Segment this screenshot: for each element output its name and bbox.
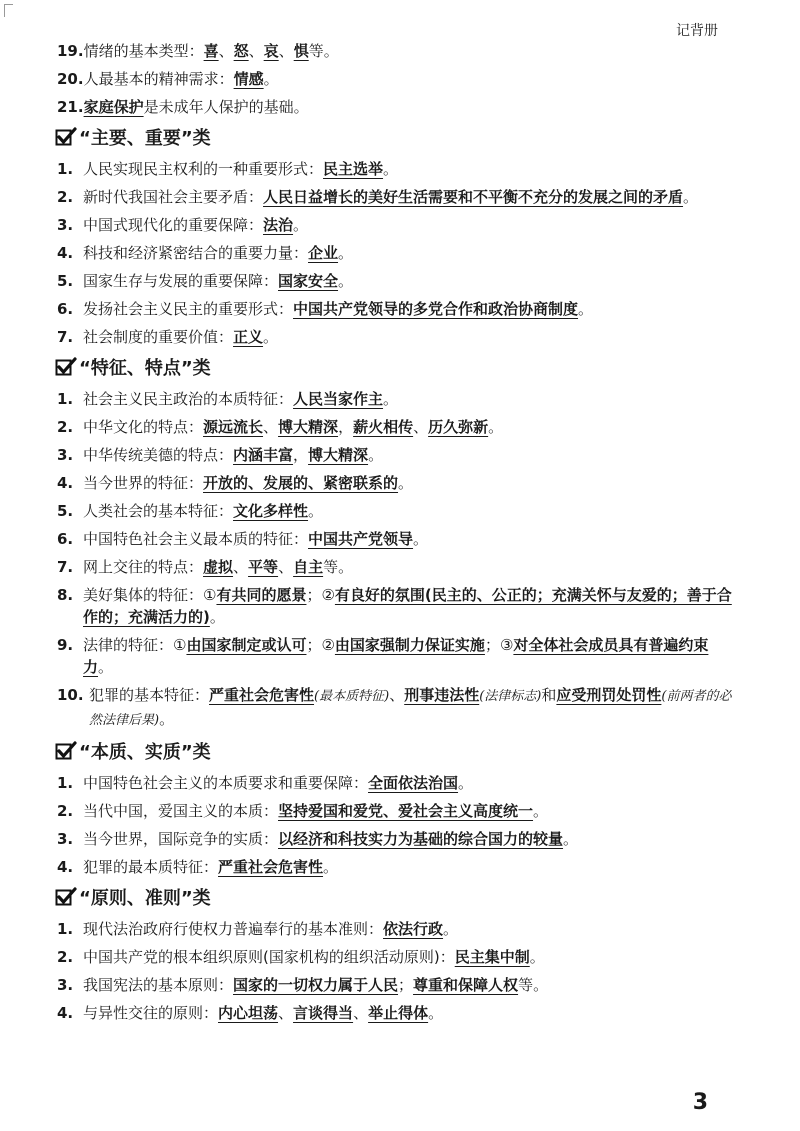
item-number: 9. (57, 636, 74, 654)
item-number: 4. (57, 1004, 74, 1022)
key-term: 企业 (308, 244, 339, 262)
key-term: 怒 (233, 42, 249, 60)
text-segment: 社会主义民主政治的本质特征： (83, 390, 294, 408)
text-segment: 中华文化的特点： (83, 418, 204, 436)
text-segment: ；② (306, 636, 335, 654)
item-number: 4. (57, 244, 74, 262)
item-number: 1. (57, 160, 74, 178)
list-item (55, 472, 735, 494)
text-segment: 、 (248, 42, 264, 60)
text-segment: ， (338, 418, 354, 436)
key-term: 由国家强制力保证实施 (334, 636, 485, 654)
key-term: 言谈得当 (293, 1004, 354, 1022)
item-number: 10. (57, 686, 84, 704)
item-number: 19. (57, 42, 84, 60)
text-segment: 。 (338, 272, 354, 290)
header-tag: 记背册 (676, 23, 718, 39)
key-term: 有共同的愿景 (216, 586, 307, 604)
item-number: 3. (57, 216, 74, 234)
item-number: 1. (57, 774, 74, 792)
key-term: 哀 (263, 42, 279, 60)
list-item (55, 556, 735, 578)
text-segment: 人类社会的基本特征： (83, 502, 234, 520)
text-segment: 。 (563, 830, 579, 848)
text-segment: 。 (293, 216, 309, 234)
item-number: 6. (57, 300, 74, 318)
list-item (55, 416, 735, 438)
text-segment: 美好集体的特征：① (83, 586, 217, 604)
text-segment: 发扬社会主义民主的重要形式： (83, 300, 294, 318)
key-term: 喜 (203, 42, 219, 60)
text-segment: 新时代我国社会主要矛盾： (83, 188, 264, 206)
list-item (55, 634, 735, 678)
text-segment: 情绪的基本类型： (83, 42, 204, 60)
key-term: 民主选举 (323, 160, 384, 178)
text-segment: 、 (218, 42, 234, 60)
item-text (83, 298, 735, 320)
text-segment: 当今世界的特征： (83, 474, 204, 492)
list-item (55, 242, 735, 264)
item-number: 2. (57, 948, 74, 966)
key-term: 国家的一切权力属于人民 (233, 976, 399, 994)
item-text (83, 584, 735, 628)
item-text (83, 472, 735, 494)
content (55, 40, 735, 1030)
text-segment: 。 (159, 710, 175, 728)
item-text (84, 68, 735, 90)
text-segment: 、 (413, 418, 429, 436)
key-term: 严重社会危害性 (218, 858, 324, 876)
key-term: 虚拟 (203, 558, 234, 576)
annotation-note: (最本质特征) (314, 689, 390, 704)
text-segment: 。 (263, 70, 279, 88)
item-text (83, 242, 735, 264)
key-term: 源远流长 (203, 418, 264, 436)
list-item (55, 326, 735, 348)
text-segment: 。 (323, 858, 339, 876)
key-term: 开放的、发展的、紧密联系的 (203, 474, 399, 492)
item-number: 3. (57, 830, 74, 848)
text-segment: 、 (353, 1004, 369, 1022)
item-number: 3. (57, 446, 74, 464)
text-segment: 人民实现民主权利的一种重要形式： (83, 160, 324, 178)
text-segment: 。 (308, 502, 324, 520)
text-segment: 中国式现代化的重要保障： (83, 216, 264, 234)
key-term: 严重社会危害性 (209, 686, 315, 704)
key-term: 家庭保护 (83, 98, 144, 116)
item-text (83, 158, 735, 180)
key-term: 人民当家作主 (293, 390, 384, 408)
text-segment: ；② (306, 586, 335, 604)
item-text (83, 828, 735, 850)
text-segment: 科技和经济紧密结合的重要力量： (83, 244, 309, 262)
key-term: 尊重和保障人权 (413, 976, 519, 994)
item-text (83, 416, 735, 438)
key-term: 情感 (233, 70, 264, 88)
key-term: 内心坦荡 (218, 1004, 279, 1022)
key-term: 中国共产党领导的多党合作和政治协商制度 (293, 300, 579, 318)
section-heading (55, 738, 735, 764)
item-number: 4. (57, 858, 74, 876)
annotation-note: (法律标志) (479, 689, 542, 704)
page-number: 3 (692, 1090, 708, 1115)
item-number: 2. (57, 418, 74, 436)
list-item (55, 40, 735, 62)
text-segment: 。 (98, 658, 114, 676)
item-number: 2. (57, 188, 74, 206)
text-segment: ； (398, 976, 414, 994)
text-segment: 。 (533, 802, 549, 820)
text-segment: 。 (338, 244, 354, 262)
item-text (83, 1002, 735, 1024)
section-heading (55, 124, 735, 150)
text-segment: 。 (383, 160, 399, 178)
text-segment: 当今世界，国际竞争的实质： (83, 830, 279, 848)
checkbox-icon (55, 127, 77, 147)
list-item (55, 96, 735, 118)
item-number: 1. (57, 920, 74, 938)
item-number: 8. (57, 586, 74, 604)
list-item (55, 388, 735, 410)
item-text (83, 186, 735, 208)
key-term: 内涵丰富 (233, 446, 294, 464)
key-term: 由国家制定或认可 (186, 636, 307, 654)
text-segment: 。 (368, 446, 384, 464)
text-segment: 、 (233, 558, 249, 576)
text-segment: 、 (389, 686, 405, 704)
list-item (55, 214, 735, 236)
section-heading (55, 354, 735, 380)
item-number: 3. (57, 976, 74, 994)
key-term: 法治 (263, 216, 294, 234)
key-term: 坚持爱国和爱党、爱社会主义高度统一 (278, 802, 534, 820)
item-text (83, 388, 735, 410)
item-number: 2. (57, 802, 74, 820)
text-segment: 。 (443, 920, 459, 938)
key-term: 国家安全 (278, 272, 339, 290)
key-term: 全面依法治国 (368, 774, 459, 792)
text-segment: 中国共产党的根本组织原则(国家机构的组织活动原则)： (83, 948, 455, 966)
text-segment: 人最基本的精神需求： (83, 70, 234, 88)
item-text (83, 800, 735, 822)
text-segment: 等。 (323, 558, 354, 576)
checkbox-icon (55, 357, 77, 377)
item-text (83, 974, 735, 996)
key-term: 民主集中制 (454, 948, 530, 966)
text-segment: 。 (263, 328, 279, 346)
text-segment: 、 (278, 42, 294, 60)
item-text (83, 528, 735, 550)
key-term: 平等 (248, 558, 279, 576)
annotation-note: (前两者的必然法律后果) (89, 689, 732, 728)
text-segment: 国家生存与发展的重要保障： (83, 272, 279, 290)
key-term: 依法行政 (383, 920, 444, 938)
text-segment: ， (293, 446, 309, 464)
section-heading (55, 884, 735, 910)
key-term: 薪火相传 (353, 418, 414, 436)
text-segment: 、 (278, 558, 294, 576)
item-text (83, 772, 735, 794)
list-item (55, 186, 735, 208)
checkbox-icon (55, 741, 77, 761)
text-segment: ；③ (484, 636, 514, 654)
text-segment: 。 (398, 474, 414, 492)
key-term: 举止得体 (368, 1004, 429, 1022)
list-item (55, 68, 735, 90)
text-segment: 现代法治政府行使权力普遍奉行的基本准则： (83, 920, 384, 938)
key-term: 文化多样性 (233, 502, 309, 520)
list-item (55, 444, 735, 466)
key-term: 刑事违法性 (404, 686, 480, 704)
text-segment: 是未成年人保护的基础。 (143, 98, 309, 116)
list-item (55, 1002, 735, 1024)
list-item (55, 800, 735, 822)
section-title: “主要、重要”类 (79, 128, 211, 149)
text-segment: 。 (488, 418, 504, 436)
list-item (55, 584, 735, 628)
text-segment: 。 (209, 608, 225, 626)
text-segment: 、 (263, 418, 279, 436)
item-number: 7. (57, 328, 74, 346)
item-text (84, 40, 735, 62)
item-number: 7. (57, 558, 74, 576)
checkbox-icon (55, 887, 77, 907)
item-number: 4. (57, 474, 74, 492)
list-item (55, 772, 735, 794)
text-segment: 。 (383, 390, 399, 408)
item-text (83, 918, 735, 940)
text-segment: 。 (683, 188, 699, 206)
section-title: “本质、实质”类 (79, 742, 211, 763)
item-text (83, 500, 735, 522)
key-term: 博大精深 (278, 418, 339, 436)
item-number: 5. (57, 272, 74, 290)
text-segment: 犯罪的基本特征： (89, 686, 210, 704)
text-segment: 我国宪法的基本原则： (83, 976, 234, 994)
key-term: 人民日益增长的美好生活需要和不平衡不充分的发展之间的矛盾 (263, 188, 684, 206)
item-text (83, 444, 735, 466)
key-term: 博大精深 (308, 446, 369, 464)
text-segment: 与异性交往的原则： (83, 1004, 219, 1022)
item-text (83, 946, 735, 968)
text-segment: 和 (541, 686, 557, 704)
key-term: 自主 (293, 558, 324, 576)
key-term: 以经济和科技实力为基础的综合国力的较量 (278, 830, 564, 848)
text-segment: 。 (458, 774, 474, 792)
text-segment: 等。 (308, 42, 339, 60)
text-segment: 等。 (518, 976, 549, 994)
text-segment: 社会制度的重要价值： (83, 328, 234, 346)
text-segment: 中华传统美德的特点： (83, 446, 234, 464)
list-item (55, 918, 735, 940)
list-item (55, 500, 735, 522)
text-segment: 犯罪的最本质特征： (83, 858, 219, 876)
list-item (55, 856, 735, 878)
item-text (83, 214, 735, 236)
item-text (83, 326, 735, 348)
key-term: 应受刑罚处罚性 (556, 686, 662, 704)
item-number: 20. (57, 70, 84, 88)
item-number: 1. (57, 390, 74, 408)
text-segment: 法律的特征：① (83, 636, 187, 654)
list-item (55, 298, 735, 320)
crop-mark (4, 4, 13, 17)
item-text (83, 634, 735, 678)
text-segment: 网上交往的特点： (83, 558, 204, 576)
item-number: 21. (57, 98, 84, 116)
section-title: “特征、特点”类 (79, 358, 211, 379)
list-item (55, 828, 735, 850)
text-segment: 。 (428, 1004, 444, 1022)
key-term: 中国共产党领导 (308, 530, 414, 548)
list-item (55, 684, 735, 732)
list-item (55, 528, 735, 550)
key-term: 历久弥新 (428, 418, 489, 436)
text-segment: 中国特色社会主义的本质要求和重要保障： (83, 774, 369, 792)
key-term: 有良好的氛围(民主的、公正的；充满关怀与友爱的；善于合作的；充满活力的) (83, 586, 732, 626)
list-item (55, 158, 735, 180)
list-item (55, 946, 735, 968)
item-text (83, 856, 735, 878)
item-number: 5. (57, 502, 74, 520)
key-term: 正义 (233, 328, 264, 346)
item-number: 6. (57, 530, 74, 548)
item-text (83, 556, 735, 578)
item-text (84, 96, 735, 118)
text-segment: 。 (529, 948, 545, 966)
key-term: 对全体社会成员具有普遍约束力 (83, 636, 709, 676)
text-segment: 当代中国，爱国主义的本质： (83, 802, 279, 820)
text-segment: 。 (413, 530, 429, 548)
key-term: 惧 (293, 42, 309, 60)
text-segment: 中国特色社会主义最本质的特征： (83, 530, 309, 548)
list-item (55, 270, 735, 292)
item-text (83, 270, 735, 292)
list-item (55, 974, 735, 996)
text-segment: 。 (578, 300, 594, 318)
item-text (89, 684, 735, 732)
text-segment: 、 (278, 1004, 294, 1022)
section-title: “原则、准则”类 (79, 888, 211, 909)
